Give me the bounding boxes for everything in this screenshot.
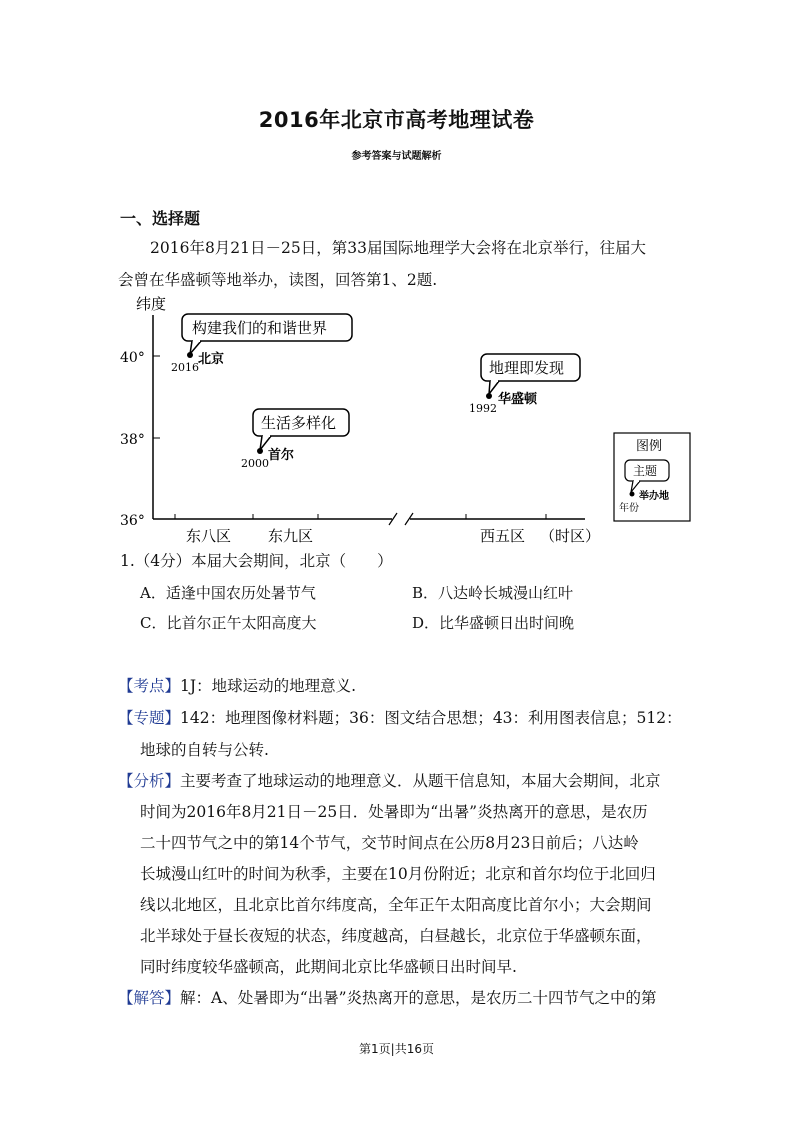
- fenxi-text-3: 二十四节气之中的第14个节气，交节时间点在公历8月23日前后；八达岭: [140, 834, 639, 852]
- fenxi-text-5: 线以北地区，且北京比首尔纬度高，全年正午太阳高度比首尔小；大会期间: [140, 896, 652, 914]
- option-c: C．比首尔正午太阳高度大: [140, 614, 317, 632]
- y-tick-40: 40°: [120, 350, 145, 366]
- fenxi-line: [118, 769, 661, 791]
- zhuanti-tag: 【专题】: [118, 709, 181, 727]
- page-footer: 第1页|共16页: [359, 1042, 434, 1056]
- jieda-text: 解：A、处暑即为“出暑”炎热离开的意思，是农历二十四节气之中的第: [180, 989, 657, 1007]
- intro-line-1: 2016年8月21日－25日，第33届国际地理学大会将在北京举行，往届大: [150, 239, 646, 257]
- option-a: A．适逢中国农历处暑节气: [140, 584, 316, 602]
- legend-year: 年份: [619, 503, 639, 514]
- legend-theme: 主题: [633, 464, 658, 478]
- city-label-seoul: 首尔: [268, 448, 295, 463]
- city-label-washington: 华盛顿: [498, 392, 538, 407]
- point-seoul: [241, 409, 349, 470]
- point-beijing: [171, 314, 352, 374]
- city-label-beijing: 北京: [198, 352, 225, 367]
- intro-line-2: 会曾在华盛顿等地举办，读图，回答第1、2题.: [118, 271, 438, 289]
- x-tick-west5: 西五区: [480, 527, 526, 545]
- kaodian-tag: 【考点】: [118, 677, 181, 695]
- theme-label-seoul: 生活多样化: [261, 414, 337, 432]
- y-tick-38: 38°: [120, 432, 145, 448]
- page-title: 2016年北京市高考地理试卷: [258, 108, 535, 132]
- legend-title: 图例: [636, 439, 663, 454]
- zhuanti-line: [118, 706, 682, 728]
- option-d: D．比华盛顿日出时间晚: [412, 614, 575, 632]
- fenxi-text-2: 时间为2016年8月21日－25日．处暑即为“出暑”炎热离开的意思，是农历: [140, 803, 648, 821]
- y-tick-36: 36°: [120, 513, 145, 529]
- fenxi-tag: 【分析】: [118, 772, 181, 790]
- jieda-line: [118, 986, 657, 1008]
- fenxi-text-7: 同时纬度较华盛顿高，此期间北京比华盛顿日出时间早.: [140, 958, 517, 976]
- theme-label-beijing: 构建我们的和谐世界: [192, 319, 328, 337]
- jieda-tag: 【解答】: [118, 989, 181, 1007]
- year-label-beijing: 2016: [171, 361, 199, 374]
- zhuanti-text: 142：地理图像材料题；36：图文结合思想；43：利用图表信息；512：: [180, 709, 682, 727]
- zhuanti-text-2: 地球的自转与公转.: [140, 741, 269, 759]
- figure-legend: [614, 433, 690, 521]
- fenxi-text-4: 长城漫山红叶的时间为秋季，主要在10月份附近；北京和首尔均位于北回归: [140, 865, 656, 883]
- x-tick-east9: 东九区: [268, 527, 314, 545]
- question-stem: 1.（4分）本届大会期间，北京（ ）: [120, 552, 393, 570]
- fenxi-text-6: 北半球处于昼长夜短的状态，纬度越高，白昼越长，北京位于华盛顿东面，: [140, 927, 652, 945]
- point-washington: [469, 354, 580, 415]
- year-label-seoul: 2000: [241, 457, 269, 470]
- kaodian-text: 1J：地球运动的地理意义.: [180, 677, 357, 695]
- option-b: B．八达岭长城漫山红叶: [412, 584, 574, 602]
- y-axis-label: 纬度: [136, 295, 167, 313]
- section-heading: 一、选择题: [120, 209, 201, 228]
- legend-place: 举办地: [639, 491, 669, 502]
- page-subtitle: 参考答案与试题解析: [351, 151, 442, 162]
- fenxi-text-1: 主要考查了地球运动的地理意义．从题干信息知，本届大会期间，北京: [180, 772, 661, 790]
- latitude-timezone-figure: [0, 0, 793, 560]
- x-tick-east8: 东八区: [186, 527, 232, 545]
- year-label-washington: 1992: [469, 402, 497, 415]
- kaodian-line: [118, 674, 356, 696]
- x-axis-unit: （时区）: [540, 527, 601, 545]
- theme-label-washington: 地理即发现: [489, 359, 565, 377]
